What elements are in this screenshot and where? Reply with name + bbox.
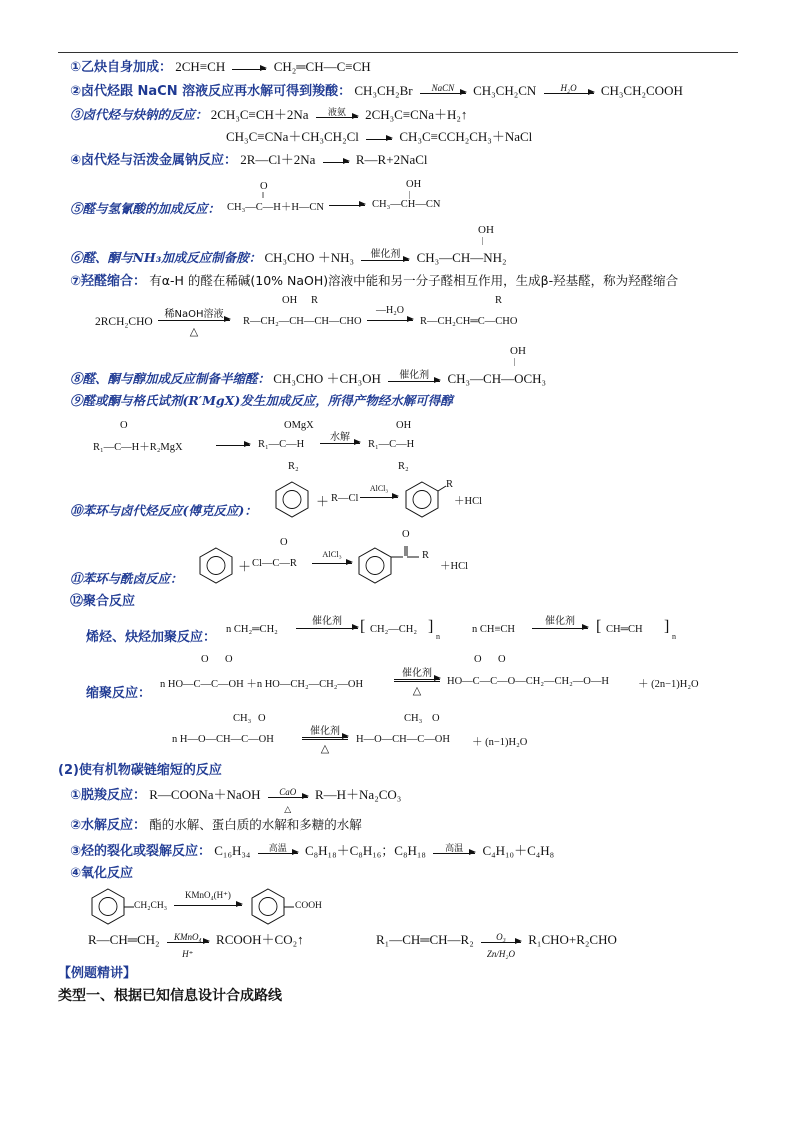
reaction-9 (70, 392, 453, 410)
reaction-7-product: R—CH₂CH═C—CHO (420, 316, 518, 327)
bracket-right: ] (428, 618, 434, 635)
reaction-7-description: 有α-H 的醛在稀碱(10% NaOH)溶液中能和另一分子醛相互作用，生成β-羟基醛，称为羟醛缩合 (149, 273, 679, 288)
arrow-condition-heat: △ (320, 743, 330, 755)
condensation-polymerization-label (86, 684, 151, 703)
carbonyl-oxygen-label: O (201, 654, 209, 665)
carbonyl-oxygen-label: O (120, 420, 128, 431)
hydroxyl-label: OH (396, 420, 412, 431)
arrow-condition: 液氨 (327, 106, 346, 117)
reaction-9-heading: ⑨醛或酮与格氏试剂(R′MgX)发生加成反应，所得产物经水解可得醇 (70, 393, 453, 408)
carboxyl-substituent: COOH (295, 901, 322, 911)
reaction-1-product: CH₂═CH—C≡CH (273, 59, 371, 74)
arrow-condition: 催化剂 (312, 616, 342, 627)
carbonyl-oxygen-label: O (474, 654, 482, 665)
single-bond-mark: | (482, 236, 484, 245)
double-bond-mark: ‖ (262, 191, 265, 200)
benzoic-acid-icon (248, 887, 298, 927)
reaction-3-line1-reactant: 2CH₃C≡CH＋2Na (210, 107, 309, 122)
reaction-8-reactant: CH₃CHO ＋CH₃OH (273, 371, 381, 386)
reaction-4-product: R—R+2NaCl (355, 152, 428, 167)
bracket-left: [ (360, 618, 366, 635)
decarboxylation-reactant: R—COONa＋NaOH (149, 787, 261, 802)
reaction-3-line2 (226, 128, 532, 146)
arrow-condition: Zn/H₂O (486, 948, 516, 959)
hydroxyl-label: OH (510, 345, 526, 357)
reaction-arrow (388, 369, 440, 382)
example-tag-label: 【例题精讲】 (58, 966, 137, 981)
reaction-2 (70, 82, 683, 101)
r-group-label: R (422, 550, 430, 561)
arrow-condition-heat: △ (189, 326, 199, 338)
benzene-ring-icon (196, 546, 236, 584)
reaction-9-product: R₁—C—H (368, 439, 415, 450)
decarboxylation-heading: ①脱羧反应： (70, 788, 147, 803)
acyl-chloride: Cl—C—R (252, 558, 297, 569)
reaction-3-heading: ③卤代烃与炔钠的反应： (70, 107, 208, 122)
reaction-8-product: CH₃—CH—OCH₃ (447, 371, 547, 386)
reaction-7-reactant: 2RCH₂CHO (95, 316, 153, 328)
reaction-4-heading: ④卤代烃与活泼金属钠反应： (70, 153, 238, 168)
reaction-10-heading: ⑩苯环与卤代烃反应(傅克反应)： (70, 503, 257, 518)
arrow-condition: 稀NaOH溶液 (164, 309, 224, 320)
r2-label: R₂ (398, 461, 409, 472)
hydrolysis (70, 816, 362, 835)
arrow-condition: KMnO₄ (173, 931, 202, 942)
polyester-product: HO—C—C—O—CH₂—CH₂—O—H (447, 676, 609, 687)
bracket-left: [ (596, 618, 602, 635)
polylactic-acid-product: H—O—CH—C—OH (356, 734, 450, 745)
water-byproduct: ＋ (2n−1)H₂O (638, 679, 699, 690)
carbonyl-oxygen-label: O (260, 181, 268, 192)
reaction-5-reactant: CH₃—C—H＋H—CN (227, 202, 325, 213)
degree-of-polymerization: n (672, 632, 676, 641)
arrow-condition-heat: △ (284, 803, 292, 814)
ethyl-substituent: CH₂CH₃ (134, 901, 168, 911)
plus-sign: ＋ (238, 559, 252, 574)
arrow-condition: 高温 (268, 842, 287, 853)
cracking-heading: ③烃的裂化或裂解反应： (70, 844, 212, 859)
reaction-4-reactant: 2R—Cl＋2Na (240, 152, 316, 167)
arrow-condition: 催化剂 (370, 248, 401, 260)
addition-polymerization-heading: 烯烃、炔烃加聚反应： (86, 630, 217, 645)
ethylbenzene-icon (88, 887, 138, 927)
reaction-5 (70, 200, 220, 218)
arrow-condition: 催化剂 (310, 726, 340, 737)
reaction-arrow (268, 786, 308, 814)
reaction-8 (70, 370, 546, 388)
oxidation-heading: ④氧化反应 (70, 866, 134, 881)
reaction-10 (70, 502, 257, 520)
plus-sign: ＋ (316, 494, 330, 509)
header-rule (58, 52, 738, 53)
arrow-condition: H₂O (560, 82, 577, 93)
degree-of-polymerization: n (436, 632, 440, 641)
reaction-9-reactant: R₁—C—H＋R₂MgX (93, 442, 183, 453)
reaction-7-intermediate: R—CH₂—CH—CH—CHO (243, 316, 362, 327)
condensation-polymerization-heading: 缩聚反应： (86, 686, 152, 701)
arrow-condition: 催化剂 (402, 668, 432, 679)
reaction-arrow (258, 842, 298, 854)
reaction-arrow (212, 439, 254, 450)
carbonyl-oxygen-label: O (280, 537, 288, 548)
reaction-arrow (232, 67, 266, 70)
alkene-oxidation-product: RCOOH＋CO₂↑ (216, 932, 304, 947)
arrow-condition: 催化剂 (399, 369, 430, 381)
r-group-label: R (495, 295, 503, 306)
arrow-condition: 高温 (445, 842, 464, 853)
decarboxylation (70, 786, 402, 814)
reaction-6-product: CH₃—CH—NH₂ (416, 250, 507, 265)
carbonyl-oxygen-label: O (258, 713, 266, 724)
reaction-3-line2-reactant: CH₃C≡CNa＋CH₃CH₂Cl (226, 129, 359, 144)
r2-label: R₂ (288, 461, 299, 472)
ozonolysis-product: R₁CHO+R₂CHO (528, 932, 617, 947)
alkene-reactant: R—CH═CH₂ (88, 932, 160, 947)
reaction-arrow (433, 842, 475, 854)
reaction-arrow (361, 248, 409, 261)
reaction-3-line2-product: CH₃C≡CCH₂CH₃＋NaCl (399, 129, 533, 144)
reaction-arrow (316, 106, 358, 118)
reaction-2-product: CH₃CH₂COOH (600, 83, 683, 98)
example-tag (58, 964, 136, 983)
hydrolysis-text: 酯的水解、蛋白质的水解和多糖的水解 (149, 817, 362, 832)
omgx-label: OMgX (284, 420, 314, 431)
decarboxylation-product: R—H＋Na₂CO₃ (314, 787, 402, 802)
hcl-product: ＋HCl (454, 496, 483, 507)
arrow-condition: KMnO₄(H⁺) (185, 890, 231, 900)
reaction-12-heading: ⑫聚合反应 (70, 594, 136, 609)
carbonyl-oxygen-label: O (225, 654, 233, 665)
aryl-ketone-product-icon (355, 546, 445, 584)
hcl-product: ＋HCl (440, 561, 469, 572)
reaction-11-heading: ⑪苯环与酰卤反应： (70, 571, 183, 586)
reaction-5-product: CH₃—CH—CN (372, 199, 441, 210)
cracking-product: C₄H₁₀＋C₄H₈ (482, 843, 555, 858)
reaction-6 (70, 249, 507, 267)
hydroxyl-label: OH (478, 224, 494, 236)
reaction-arrow (544, 82, 594, 94)
reaction-3 (70, 106, 467, 124)
ethylene-monomer: n CH₂═CH₂ (226, 624, 278, 635)
carbonyl-oxygen-label: O (432, 713, 440, 724)
reaction-arrow (481, 931, 521, 959)
ozonolysis-reactant: R₁—CH═CH—R₂ (376, 932, 474, 947)
reaction-arrow (420, 82, 466, 94)
arrow-condition: NaCN (431, 82, 455, 93)
arrow-condition: —H₂O (376, 305, 404, 316)
cracking-reactant: C₁₆H₃₄ (214, 843, 251, 858)
alkene-oxidation-kmno4 (88, 931, 304, 959)
acetylene-monomer: n CH≡CH (472, 624, 515, 635)
benzene-ring-icon (272, 480, 312, 518)
reaction-arrow (366, 137, 392, 140)
r-group-label: R (311, 295, 319, 306)
type-one-heading (58, 987, 282, 1005)
cracking (70, 842, 554, 861)
reaction-1-reactant: 2CH≡CH (175, 59, 226, 74)
alkyl-halide: R—Cl (331, 493, 359, 504)
reaction-11 (70, 570, 183, 588)
arrow-condition: AlCl₃ (322, 549, 342, 559)
reaction-3-line1-product: 2CH₃C≡CNa＋H₂↑ (365, 107, 468, 122)
alkene-ozonolysis (376, 931, 617, 959)
arrow-condition-heat: △ (412, 685, 422, 697)
reaction-7 (70, 272, 678, 291)
reaction-9-intermediate: R₁—C—H (258, 439, 305, 450)
reaction-12 (70, 592, 135, 611)
hydrolysis-heading: ②水解反应： (70, 818, 147, 833)
single-bond-mark: | (514, 357, 516, 366)
condensation-1-reactants: n HO—C—C—OH ＋n HO—CH₂—CH₂—OH (160, 679, 364, 690)
lactic-acid-monomer: n H—O—CH—C—OH (172, 734, 274, 745)
hydroxyl-label: OH (282, 295, 298, 306)
reaction-arrow (325, 199, 369, 210)
reaction-2-heading: ②卤代烃跟 NaCN 溶液反应再水解可得到羧酸： (70, 84, 352, 99)
water-byproduct: ＋ (n−1)H₂O (472, 737, 528, 748)
carbonyl-oxygen-label: O (402, 529, 410, 540)
oxidation (70, 864, 133, 883)
section-2-heading: (2)使有机物碳链缩短的反应 (58, 763, 222, 778)
arrow-condition: 催化剂 (545, 616, 575, 627)
reaction-8-heading: ⑧醛、酮与醇加成反应制备半缩醛： (70, 371, 271, 386)
cracking-intermediate: C₈H₁₈＋C₈H₁₆；C₈H₁₈ (304, 843, 426, 858)
reaction-1 (70, 58, 371, 77)
reaction-arrow (167, 931, 209, 959)
arrow-condition: CaO (279, 786, 297, 797)
reaction-6-heading: ⑥醛、酮与NH₃加成反应制备胺： (70, 250, 262, 265)
reaction-6-reactant: CH₃CHO ＋NH₃ (264, 250, 355, 265)
arrow-condition: 水解 (330, 432, 350, 443)
arrow-condition: H⁺ (182, 948, 194, 959)
reaction-2-reactant: CH₃CH₂Br (354, 83, 413, 98)
hydroxyl-label: OH (406, 179, 422, 190)
arrow-condition: AlCl₃ (369, 484, 389, 493)
polyethylene-repeat-unit: CH₂—CH₂ (370, 624, 417, 635)
methyl-label: CH₃ (404, 713, 423, 724)
arrow-condition: O₃ (496, 931, 506, 942)
reaction-1-heading: ①乙炔自身加成： (70, 60, 173, 75)
section-2 (58, 761, 222, 780)
reaction-4 (70, 151, 428, 170)
methyl-label: CH₃ (233, 713, 252, 724)
single-bond-mark: | (409, 190, 411, 199)
reaction-5-heading: ⑤醛与氢氰酸的加成反应： (70, 201, 221, 216)
type-one-title: 类型一、根据已知信息设计合成路线 (58, 988, 282, 1004)
r-group-label: R (446, 479, 454, 490)
polyacetylene-repeat-unit: CH═CH (606, 624, 643, 635)
reaction-arrow (323, 160, 349, 163)
carbonyl-oxygen-label: O (498, 654, 506, 665)
addition-polymerization-label (86, 628, 216, 647)
bracket-right: ] (664, 618, 670, 635)
reaction-7-heading: ⑦羟醛缩合： (70, 274, 147, 289)
reaction-2-intermediate: CH₃CH₂CN (473, 83, 537, 98)
